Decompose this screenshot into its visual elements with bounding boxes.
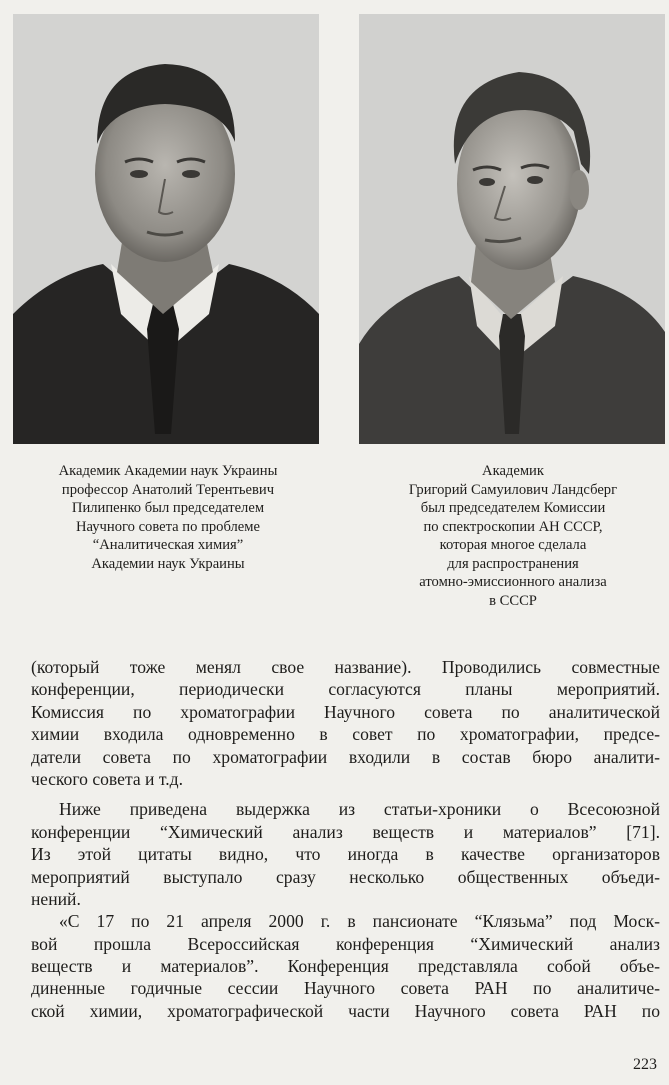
text-line: вой прошла Всероссийская конференция “Химический анализ xyxy=(31,933,660,954)
text-line: мероприятий выступало сразу несколько общественных объеди- xyxy=(31,866,660,887)
caption-line: профессор Анатолий Терентьевич xyxy=(61,481,275,498)
photo-caption-left xyxy=(13,462,323,573)
caption-line: в СССР xyxy=(489,592,537,609)
text-line: ческого совета и т.д. xyxy=(31,768,183,789)
caption-line: “Аналитическая химия” xyxy=(92,537,244,553)
text-line: Комиссия по хроматографии Научного совета по аналитической xyxy=(31,701,660,722)
text-line: диненные годичные сессии Научного совета РАН по аналитиче- xyxy=(31,978,660,999)
caption-line: Академик xyxy=(482,463,544,479)
text-line: химии входила одновременно в совет по хроматографии, предсе- xyxy=(31,724,660,745)
paragraph-3 xyxy=(31,910,660,1022)
caption-line: Григорий Самуилович Ландсберг xyxy=(408,481,618,498)
caption-line: был председателем Комиссии xyxy=(420,500,606,516)
caption-line: Академии наук Украины xyxy=(91,555,245,572)
text-line: Ниже приведена выдержка из статьи-хроники о Всесоюзной xyxy=(59,799,660,820)
text-line: датели совета по хроматографии входили в состав бюро аналити- xyxy=(31,746,660,767)
text-line: «С 17 по 21 апреля 2000 г. в пансионате “Клязьма” под Моск- xyxy=(59,911,660,932)
text-line: Из этой цитаты видно, что иногда в качестве организаторов xyxy=(31,844,660,865)
text-line: нений. xyxy=(31,888,81,909)
body-text xyxy=(31,656,660,1022)
portrait-illustration-right xyxy=(359,14,665,444)
caption-line: по спектроскопии АН СССР, xyxy=(423,518,603,535)
caption-line: которая многое сделала xyxy=(439,537,587,553)
portrait-illustration-left xyxy=(13,14,319,444)
paragraph-2 xyxy=(31,798,660,910)
caption-line: для распространения xyxy=(447,555,579,572)
caption-line: Академик Академии наук Украины xyxy=(58,463,278,479)
caption-line: Научного совета по проблеме xyxy=(75,518,261,535)
text-line: ской химии, хроматографической части Научного совета РАН по xyxy=(31,1000,660,1021)
caption-line: атомно-эмиссионного анализа xyxy=(419,574,607,590)
photo-caption-right xyxy=(358,462,668,610)
paragraph-1 xyxy=(31,656,660,790)
text-line: (который тоже менял свое название). Проводились совместные xyxy=(31,657,660,677)
portrait-photo-left xyxy=(13,14,319,444)
caption-line: Пилипенко был председателем xyxy=(71,500,265,516)
page-number: 223 xyxy=(633,1056,657,1073)
portrait-photo-right xyxy=(359,14,665,444)
text-line: конференции “Химический анализ веществ и материалов” [71]. xyxy=(31,821,660,842)
text-line: веществ и материалов”. Конференция представляла собой объе- xyxy=(31,956,660,977)
text-line: конференции, периодически согласуются планы мероприятий. xyxy=(31,679,660,700)
